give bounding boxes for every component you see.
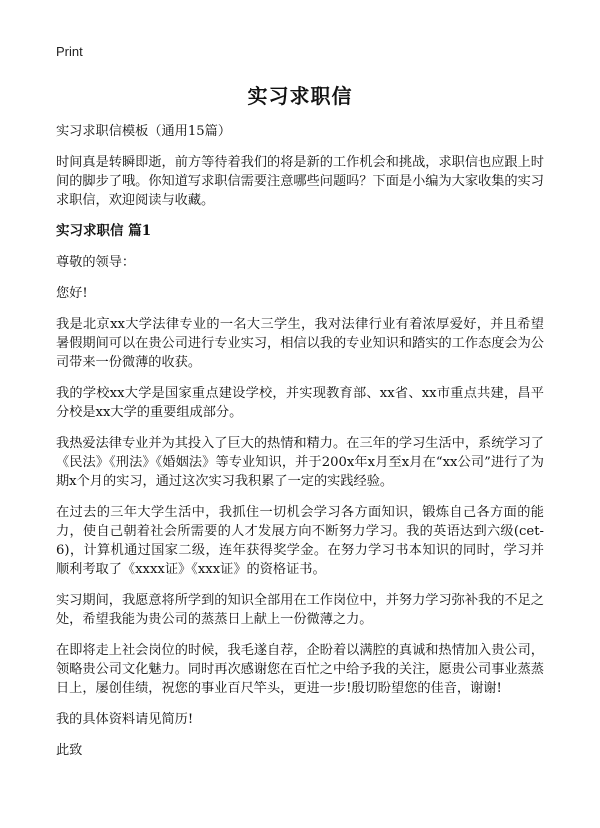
salutation: 尊敬的领导： <box>56 255 136 270</box>
body-paragraph: 我是北京xx大学法律专业的一名大三学生，我对法律行业有着浓厚爱好，并且希望暑假期间可以在贵公司进行专业实习，相信以我的专业知识和踏实的工作态度会为公司带来一份微薄的收获。 <box>56 317 544 370</box>
greeting: 您好! <box>56 286 88 301</box>
document-subtitle: 实习求职信模板（通用15篇） <box>56 124 232 139</box>
print-label[interactable]: Print <box>56 44 83 59</box>
document-body <box>56 122 544 772</box>
body-paragraph: 我的具体资料请见简历! <box>56 712 194 727</box>
body-paragraph: 在过去的三年大学生活中，我抓住一切机会学习各方面知识，锻炼自己各方面的能力，使自己朝着社会所需要的人才发展方向不断努力学习。我的英语达到六级(cet-6)，计算机通过国家二级，连年获得奖学金。在努力学习书本知识的同时，学习并顺利考取了《xxxx证》《xxx证》的资格证书。 <box>56 505 544 577</box>
body-paragraph: 实习期间，我愿意将所学到的知识全部用在工作岗位中，并努力学习弥补我的不足之处，希望我能为贵公司的蒸蒸日上献上一份微薄之力。 <box>56 593 544 627</box>
body-paragraph: 在即将走上社会岗位的时候，我毛遂自荐，企盼着以满腔的真诚和热情加入贵公司，领略贵公司文化魅力。同时再次感谢您在百忙之中给予我的关注，愿贵公司事业蒸蒸日上，屡创佳绩，祝您的事业百尺竿头，更进一步!殷切盼望您的佳音，谢谢! <box>56 643 544 696</box>
closing: 此致 <box>56 743 83 758</box>
section-heading: 实习求职信 篇1 <box>56 223 152 239</box>
body-paragraph: 我的学校xx大学是国家重点建设学校，并实现教育部、xx省、xx市重点共建，昌平分校是xx大学的重要组成部分。 <box>56 386 544 420</box>
document-title: 实习求职信 <box>247 84 353 108</box>
intro-paragraph: 时间真是转瞬即逝，前方等待着我们的将是新的工作机会和挑战，求职信也应跟上时间的脚步了哦。你知道写求职信需要注意哪些问题吗？下面是小编为大家收集的实习求职信，欢迎阅读与收藏。 <box>56 155 544 208</box>
body-paragraph: 我热爱法律专业并为其投入了巨大的热情和精力。在三年的学习生活中，系统学习了《民法》《刑法》《婚姻法》等专业知识，并于200x年x月至x月在“xx公司”进行了为期x个月的实习，通过这次实习我积累了一定的实践经验。 <box>56 436 544 489</box>
